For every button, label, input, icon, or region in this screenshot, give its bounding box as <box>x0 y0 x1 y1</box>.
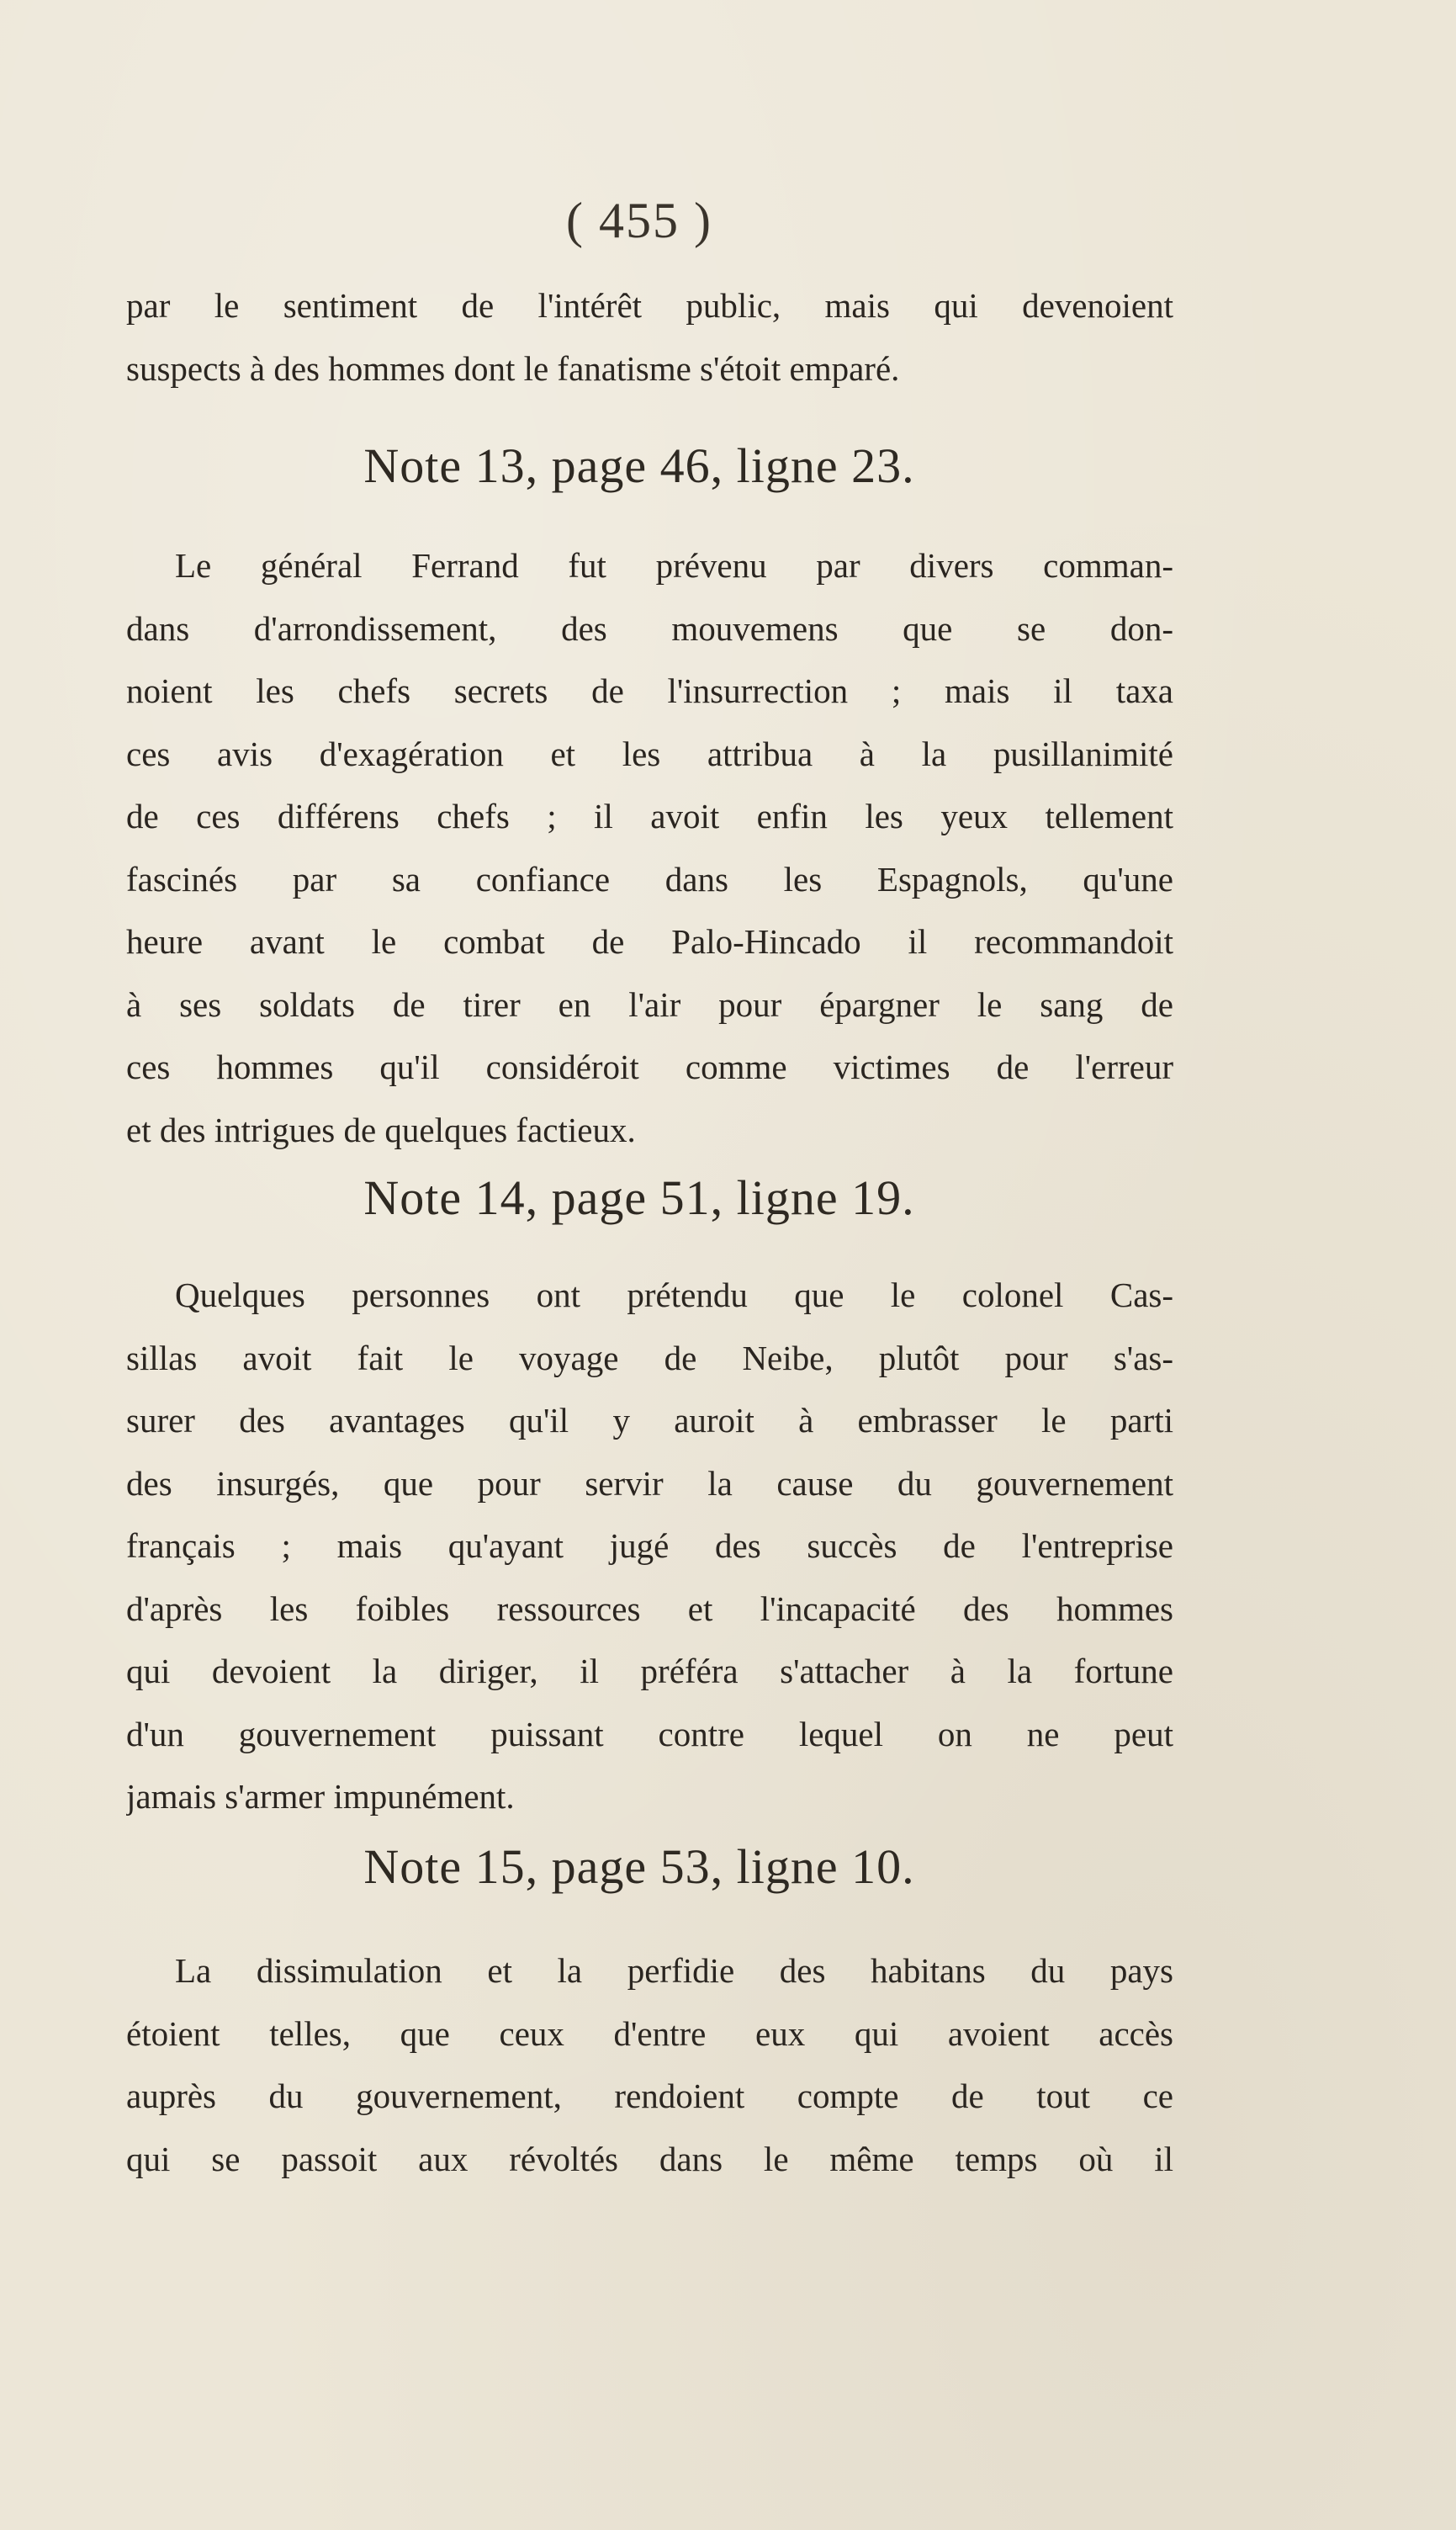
text-line: fascinés par sa confiance dans les Espagnols, qu'une <box>126 859 1173 899</box>
text-line: suspects à des hommes dont le fanatisme s'étoit emparé. <box>126 348 900 388</box>
text-line: des insurgés, que pour servir la cause du gouvernement <box>126 1463 1173 1503</box>
text-line: à ses soldats de tirer en l'air pour épargner le sang de <box>126 984 1173 1024</box>
note-13-heading: Note 13, page 46, ligne 23. <box>363 438 915 493</box>
text-line: et des intrigues de quelques factieux. <box>126 1110 636 1149</box>
text-line: Quelques personnes ont prétendu que le colonel Cas- <box>175 1276 1173 1314</box>
note-14-paragraph <box>126 1264 1173 1828</box>
intro-paragraph <box>126 274 1173 400</box>
text-line: étoient telles, que ceux d'entre eux qui avoient accès <box>126 2013 1173 2053</box>
note-15-heading: Note 15, page 53, ligne 10. <box>363 1839 915 1894</box>
text-line: heure avant le combat de Palo-Hincado il recommandoit <box>126 922 1173 961</box>
text-line: français ; mais qu'ayant jugé des succès de l'entreprise <box>126 1526 1173 1565</box>
text-line: sillas avoit fait le voyage de Neibe, plutôt pour s'as- <box>126 1338 1173 1377</box>
text-line: par le sentiment de l'intérêt public, mais qui devenoient <box>126 286 1173 325</box>
text-line: qui se passoit aux révoltés dans le même temps où il <box>126 2139 1173 2178</box>
page-number: ( 455 ) <box>566 193 712 248</box>
text-line: qui devoient la diriger, il préféra s'attacher à la fortune <box>126 1652 1173 1690</box>
text-line: ces avis d'exagération et les attribua à la pusillanimité <box>126 734 1173 773</box>
text-line: dans d'arrondissement, des mouvemens que se don- <box>126 608 1173 648</box>
text-line: Le général Ferrand fut prévenu par divers comman- <box>175 546 1173 585</box>
note-15-paragraph <box>126 1939 1173 2190</box>
text-line: noient les chefs secrets de l'insurrection ; mais il taxa <box>126 671 1173 710</box>
text-line: d'après les foibles ressources et l'incapacité des hommes <box>126 1589 1173 1628</box>
text-line: auprès du gouvernement, rendoient compte de tout ce <box>126 2077 1173 2115</box>
text-line: La dissimulation et la perfidie des habitans du pays <box>175 1951 1173 1990</box>
text-line: ces hommes qu'il considéroit comme victimes de l'erreur <box>126 1048 1173 1086</box>
text-line: d'un gouvernement puissant contre lequel on ne peut <box>126 1714 1173 1753</box>
text-line: de ces différens chefs ; il avoit enfin les yeux tellement <box>126 797 1173 835</box>
note-13-paragraph <box>126 534 1173 1161</box>
text-line: surer des avantages qu'il y auroit à embrasser le parti <box>126 1401 1173 1440</box>
note-14-heading: Note 14, page 51, ligne 19. <box>363 1170 915 1225</box>
text-line: jamais s'armer impunément. <box>126 1777 515 1816</box>
